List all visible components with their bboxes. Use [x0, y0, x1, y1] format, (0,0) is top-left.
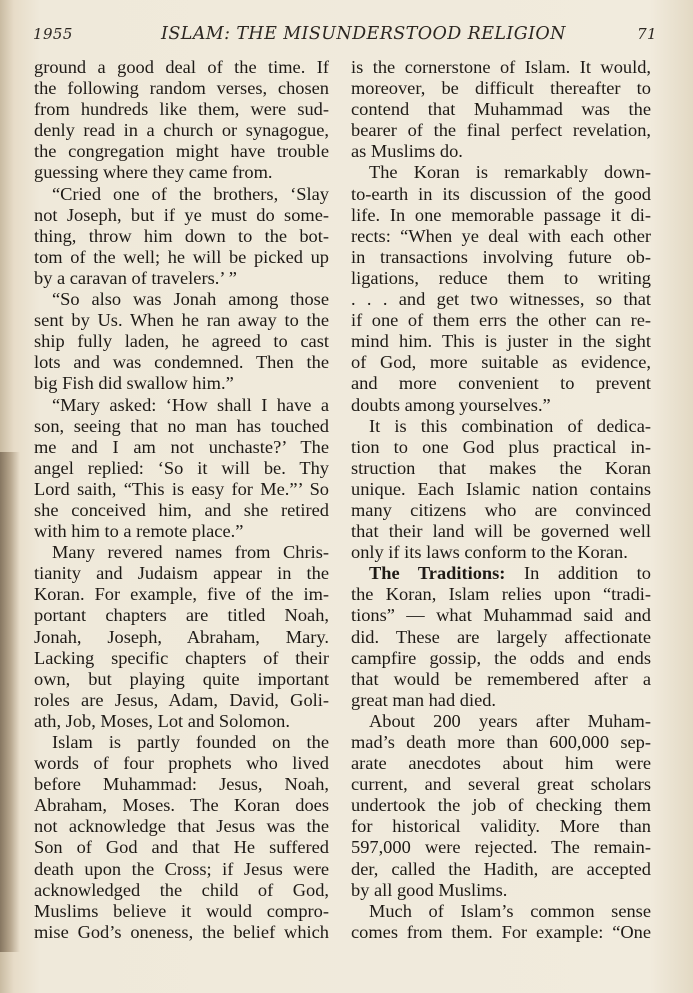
text-line [34, 669, 329, 690]
text-line [34, 479, 329, 500]
line-text: Son of God and that He suffered [34, 837, 329, 858]
line-text: that would be remembered after a [351, 668, 651, 689]
line-text: der, called the Hadith, are accepted [351, 858, 651, 879]
line-text: The Koran is remarkably down- [369, 162, 651, 183]
text-line [351, 120, 651, 141]
text-line [34, 627, 329, 648]
line-text: and more convenient to prevent [351, 373, 651, 394]
text-line [34, 500, 329, 521]
text-line [34, 605, 329, 626]
line-text: unique. Each Islamic nation contains [351, 478, 651, 499]
line-text: not Joseph, but if ye must do some- [34, 204, 329, 225]
text-line [351, 605, 651, 626]
text-line [34, 901, 329, 922]
line-text: by all good Muslims. [351, 879, 508, 900]
text-line [34, 268, 329, 289]
left-text-column [34, 57, 329, 943]
text-line [351, 99, 651, 120]
line-text: in transactions involving future ob- [351, 246, 651, 267]
text-line [351, 310, 651, 331]
text-line [34, 226, 329, 247]
line-text: not acknowledge that Jesus was the [34, 816, 329, 837]
text-line [34, 331, 329, 352]
line-text: portant chapters are titled Noah, [34, 605, 329, 626]
line-text: ground a good deal of the time. If [34, 57, 329, 77]
text-line [34, 542, 329, 563]
text-line [351, 542, 651, 563]
line-text: me and I am not unchaste?’ The [34, 436, 329, 457]
page-number: 71 [637, 25, 657, 43]
line-text: “Mary asked: ‘How shall I have a [52, 394, 329, 415]
text-line [351, 162, 651, 183]
text-line [351, 458, 651, 479]
text-line [34, 416, 329, 437]
line-text: ath, Job, Moses, Lot and Solomon. [34, 710, 290, 731]
text-line [34, 690, 329, 711]
text-line [34, 563, 329, 584]
text-line [34, 395, 329, 416]
line-text: words of four prophets who lived [34, 753, 329, 774]
line-text: struction that makes the Koran [351, 457, 651, 478]
text-line [34, 247, 329, 268]
text-line [34, 648, 329, 669]
text-line [351, 690, 651, 711]
line-text: of God, more suitable as evidence, [351, 352, 651, 373]
text-line [351, 795, 651, 816]
line-text: Abraham, Moses. The Koran does [34, 795, 329, 816]
line-text: acknowledged the child of God, [34, 879, 329, 900]
line-text: ligations, reduce them to writing [351, 267, 651, 288]
text-line [351, 859, 651, 880]
text-line [34, 310, 329, 331]
text-line [351, 416, 651, 437]
text-line [351, 184, 651, 205]
line-text: contend that Muhammad was the [351, 99, 651, 120]
text-line [34, 521, 329, 542]
text-line [351, 521, 651, 542]
text-line [351, 669, 651, 690]
text-line [34, 859, 329, 880]
text-line [351, 880, 651, 901]
line-text: ship fully laden, he agreed to cast [34, 331, 329, 352]
line-text: life. In one memorable passage it di- [351, 204, 651, 225]
line-text: great man had died. [351, 689, 497, 710]
header-year: 1955 [33, 25, 73, 43]
text-line [351, 627, 651, 648]
line-text: roles are Jesus, Adam, David, Goli- [34, 689, 329, 710]
line-text: angel replied: ‘So it will be. Thy [34, 457, 329, 478]
header-title: ISLAM: THE MISUNDERSTOOD RELIGION [161, 24, 566, 44]
text-line [351, 816, 651, 837]
line-text: to-earth in its discussion of the good [351, 183, 651, 204]
text-line [351, 395, 651, 416]
line-text: “Cried one of the brothers, ‘Slay [52, 183, 329, 204]
line-text: tianity and Judaism appear in the [34, 563, 329, 584]
text-line [34, 880, 329, 901]
text-line [351, 78, 651, 99]
line-text: mise God’s oneness, the belief which [34, 921, 329, 942]
line-text: did. These are largely affectionate [351, 626, 651, 647]
line-text: Jonah, Joseph, Abraham, Mary. [34, 626, 329, 647]
line-text: that their land will be governed well [351, 521, 651, 542]
line-text: the congregation might have trouble [34, 141, 329, 162]
line-text: Many revered names from Chris- [52, 542, 329, 563]
line-text: death upon the Cross; if Jesus were [34, 858, 329, 879]
line-text: current, and several great scholars [351, 774, 651, 795]
line-text: doubts among yourselves.” [351, 394, 551, 415]
text-line [351, 247, 651, 268]
line-text: before Muhammad: Jesus, Noah, [34, 774, 329, 795]
line-text: as Muslims do. [351, 141, 463, 162]
line-text: the following random verses, chosen [34, 78, 329, 99]
line-text: thing, throw him down to the bot- [34, 225, 329, 246]
line-text: Koran. For example, five of the im- [34, 584, 329, 605]
text-line [351, 901, 651, 922]
line-text: bearer of the final perfect revelation, [351, 120, 651, 141]
line-text: mind him. This is juster in the sight [351, 331, 651, 352]
line-text: “So also was Jonah among those [52, 289, 329, 310]
line-text: the Koran, Islam relies upon “tradi- [351, 584, 651, 605]
line-text: tom of the well; he will be picked up [34, 246, 329, 267]
text-line [34, 753, 329, 774]
text-line [351, 711, 651, 732]
text-line [351, 437, 651, 458]
line-text: About 200 years after Muham- [369, 710, 651, 731]
text-line [351, 753, 651, 774]
text-line [34, 120, 329, 141]
text-line [34, 352, 329, 373]
text-line [351, 922, 651, 943]
line-text: Much of Islam’s common sense [369, 900, 651, 921]
text-line [34, 162, 329, 183]
line-text: mad’s death more than 600,000 sep- [351, 732, 651, 752]
text-line [351, 732, 651, 753]
line-text: lots and was condemned. Then the [34, 352, 329, 373]
text-line [351, 584, 651, 605]
text-line [351, 648, 651, 669]
line-text: undertook the job of checking them [351, 795, 651, 816]
line-text: comes from them. For example: “One [351, 921, 651, 942]
line-text: . . . and get two witnesses, so that [351, 289, 651, 310]
line-text: by a caravan of travelers.’ ” [34, 267, 237, 288]
line-text: 597,000 were rejected. The remain- [351, 837, 651, 858]
line-text: Islam is partly founded on the [52, 732, 329, 752]
line-text: son, seeing that no man has touched [34, 415, 329, 436]
text-line [34, 289, 329, 310]
text-line [34, 373, 329, 394]
text-line [34, 584, 329, 605]
text-line [351, 563, 651, 584]
text-line [34, 205, 329, 226]
text-line [34, 816, 329, 837]
text-line [351, 352, 651, 373]
text-line [351, 500, 651, 521]
line-text: guessing where they came from. [34, 162, 273, 183]
text-line [34, 99, 329, 120]
line-text: rects: “When ye deal with each other [351, 225, 651, 246]
text-line [34, 437, 329, 458]
line-text: Lord saith, “This is easy for Me.”’ So [34, 478, 329, 499]
text-line [351, 373, 651, 394]
text-line [351, 774, 651, 795]
text-line [351, 57, 651, 78]
line-text: own, but playing quite important [34, 668, 329, 689]
line-text: many citizens who are convinced [351, 499, 651, 520]
text-line [351, 479, 651, 500]
text-line [34, 774, 329, 795]
text-line [351, 331, 651, 352]
line-text: denly read in a church or synagogue, [34, 120, 329, 141]
text-line [34, 837, 329, 858]
text-line [351, 289, 651, 310]
text-line [34, 141, 329, 162]
text-line [351, 268, 651, 289]
text-line [34, 795, 329, 816]
line-text: with him to a remote place.” [34, 521, 244, 542]
line-text: arate anecdotes about him were [351, 753, 651, 774]
section-heading: The Traditions: [369, 563, 506, 584]
text-line [34, 458, 329, 479]
line-text: if one of them errs the other can re- [351, 310, 651, 331]
text-line [351, 205, 651, 226]
line-text: big Fish did swallow him.” [34, 373, 234, 394]
line-text: she conceived him, and she retired [34, 499, 329, 520]
line-text: In addition to [505, 563, 651, 584]
right-text-column [351, 57, 651, 943]
line-text: is the cornerstone of Islam. It would, [351, 57, 651, 77]
line-text: moreover, be difficult thereafter to [351, 78, 651, 99]
line-text: campfire gossip, the odds and ends [351, 647, 651, 668]
text-line [351, 141, 651, 162]
line-text: from hundreds like them, were sud- [34, 99, 329, 120]
text-line [351, 837, 651, 858]
line-text: Lacking specific chapters of their [34, 647, 329, 668]
text-line [34, 78, 329, 99]
line-text: Muslims believe it would compro- [34, 900, 329, 921]
text-line [34, 711, 329, 732]
text-line [34, 922, 329, 943]
line-text: only if its laws conform to the Koran. [351, 542, 628, 563]
line-text: tion to one God plus practical in- [351, 436, 651, 457]
line-text: tions” — what Muhammad said and [351, 605, 651, 626]
text-line [34, 57, 329, 78]
line-text: for historical validity. More than [351, 816, 651, 837]
line-text: sent by Us. When he ran away to the [34, 310, 329, 331]
text-line [34, 732, 329, 753]
text-line [351, 226, 651, 247]
page-edge-stain [0, 452, 20, 952]
running-header [33, 22, 657, 52]
line-text: It is this combination of dedica- [369, 415, 651, 436]
text-line [34, 184, 329, 205]
